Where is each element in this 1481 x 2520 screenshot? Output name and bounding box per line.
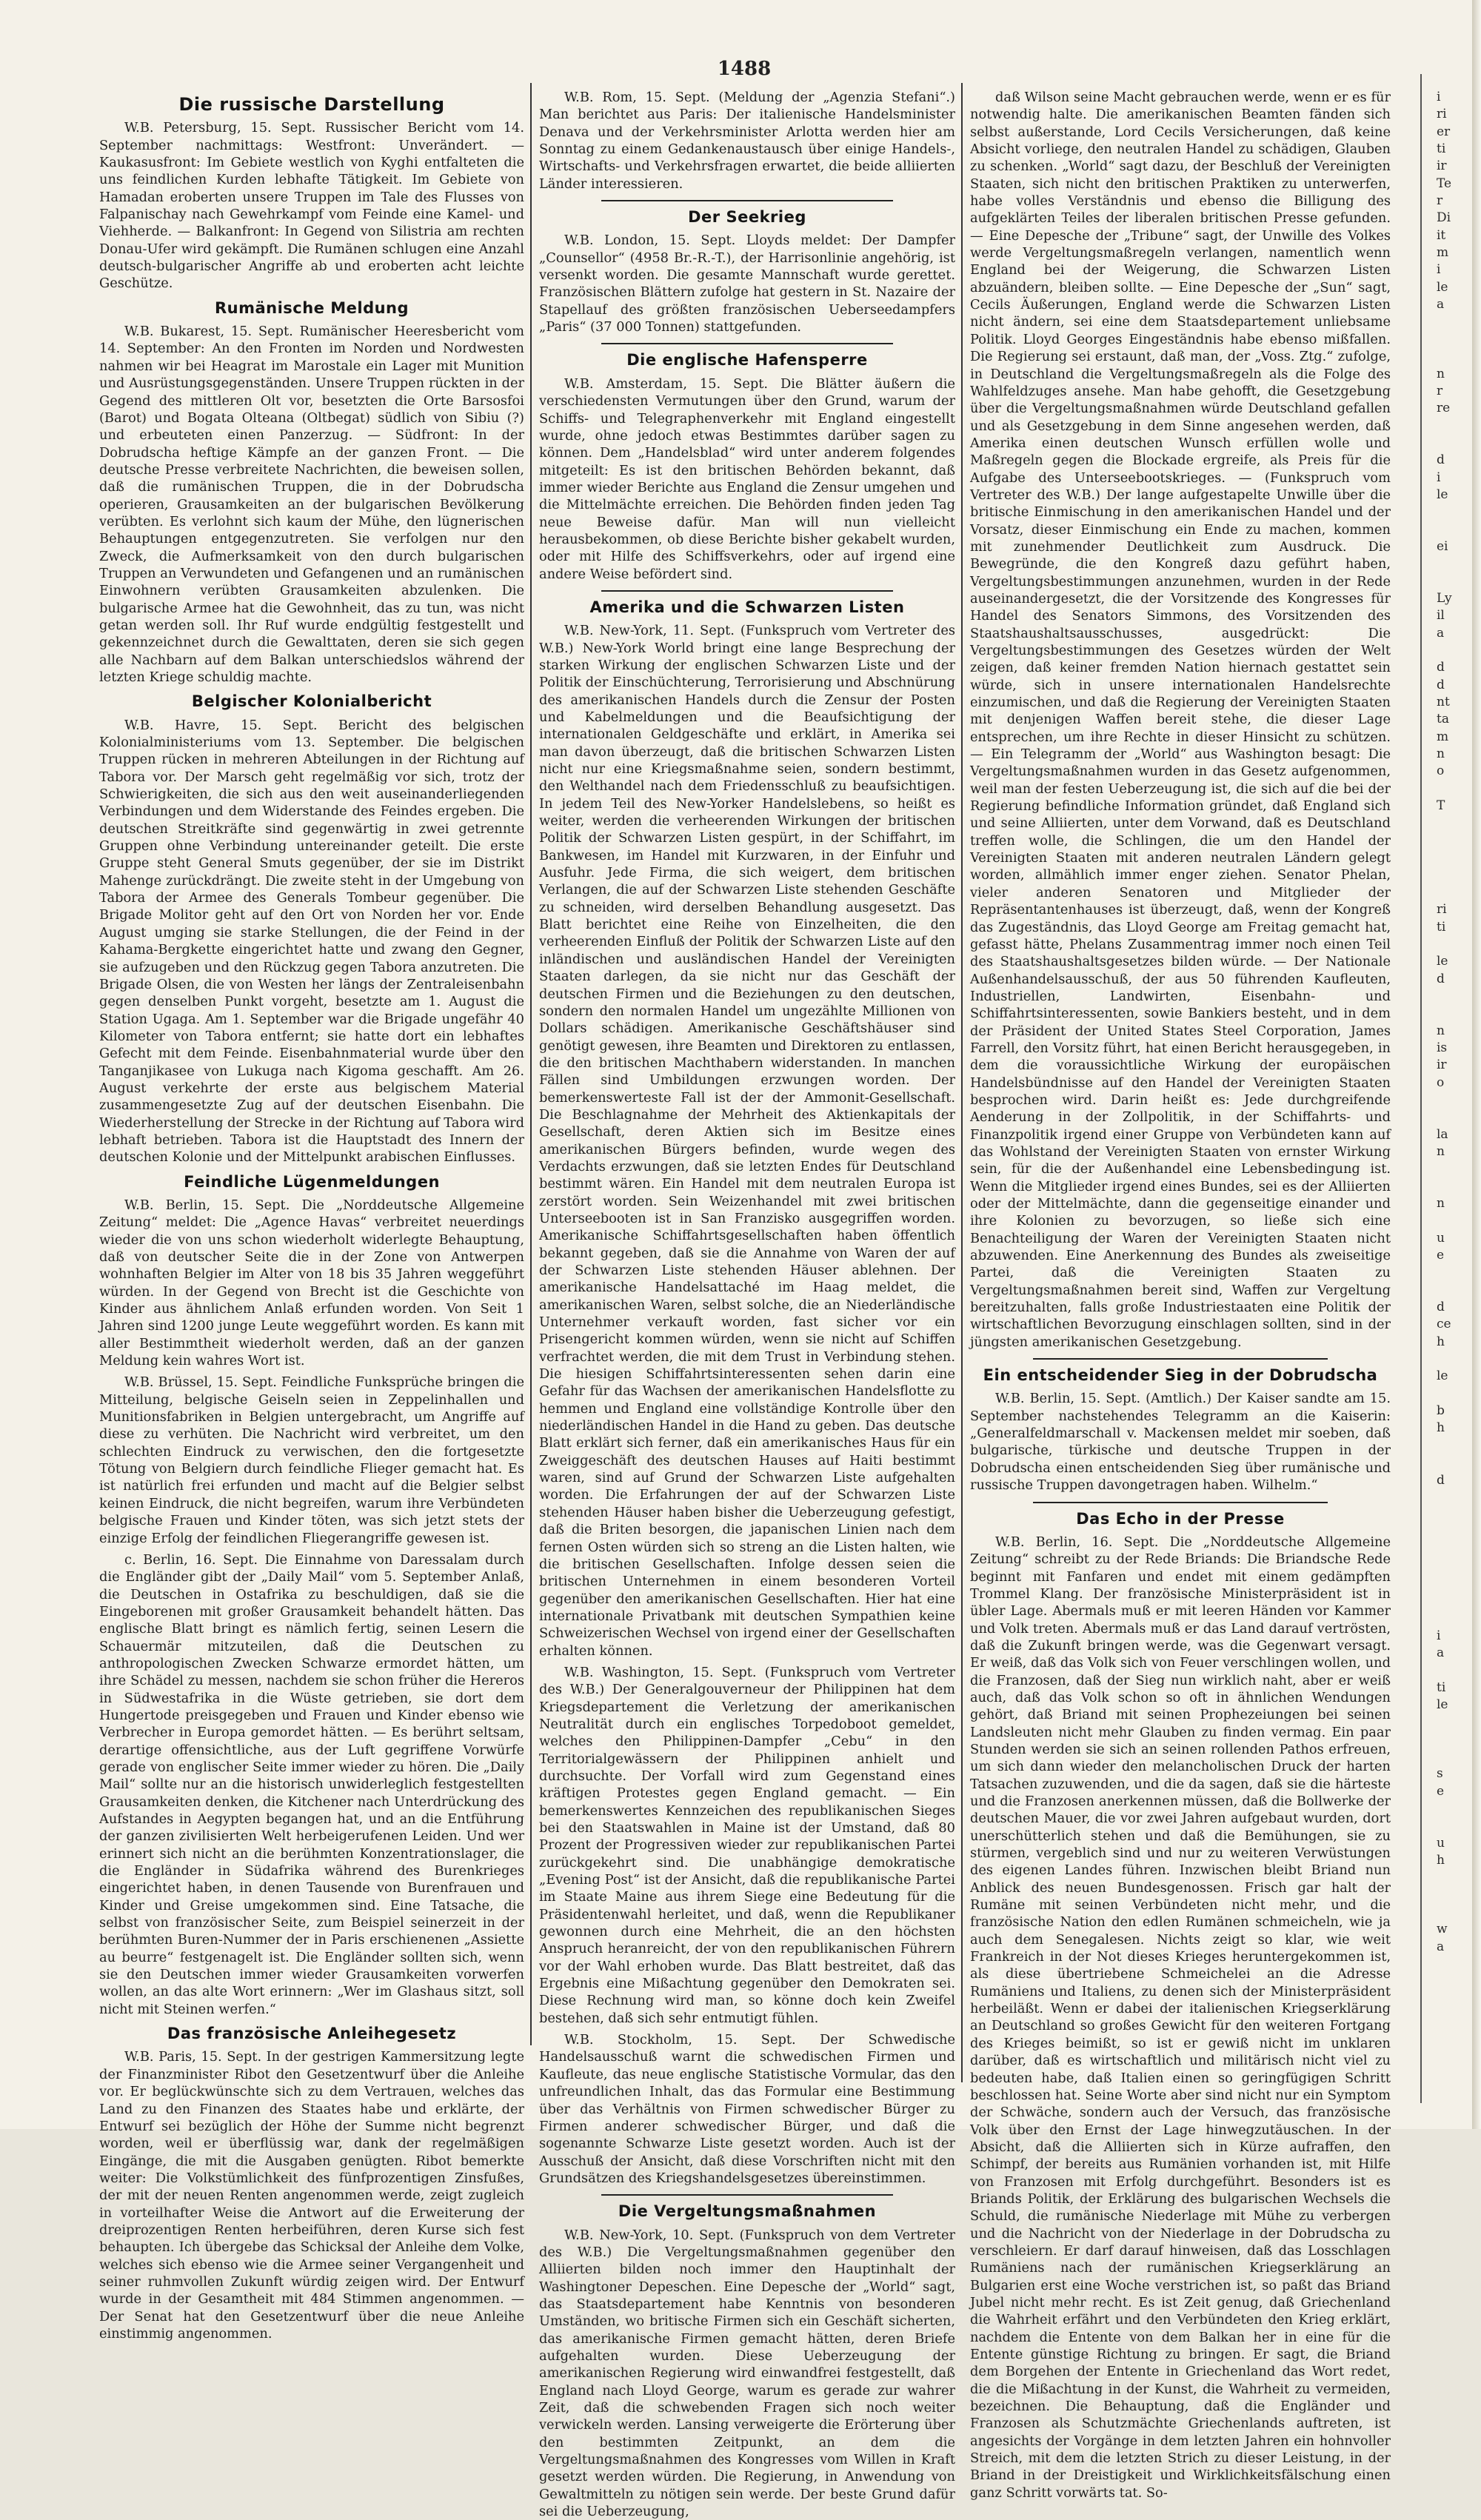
headline-vergeltungsmassnahmen: Die Vergeltungsmaßnahmen [618,2202,877,2221]
fragment-line: Ly [1437,590,1452,606]
fragment-line [1437,1576,1469,1593]
fragment-line: r [1437,193,1443,209]
fragment-line: Di [1437,210,1451,226]
headline-echo-in-der-presse: Das Echo in der Presse [1076,1509,1285,1528]
section-rule [601,2194,892,2196]
article-paragraph: W.B. Brüssel, 15. Sept. Feindliche Funksprüche bringen die Mitteilung, belgische Geiseln seien in Zeppelinhallen und Munitionsfabriken in Belgien untergebracht, um Angriffe auf diese zu verhüten. Die Nachricht wird verbreitet, um den schlechten Eindruck zu verwischen, den die fortgesetzte Tötung von Belgiern durch feindliche Flieger gemacht hat. Es ist natürlich frei erfunden und macht auf die Belgier selbst keinen Eindruck, die nicht begreifen, warum ihre Verbündeten belgische Frauen und Kinder töten, was sich jetzt stets der einzige Erfolg der feindlichen Fliegerangriffe gewesen ist. [99,1374,524,1546]
fragment-line [1437,1178,1469,1195]
headline-franzoesisches-anleihegesetz: Das französische Anleihegesetz [167,2025,457,2043]
headline-feindliche-luegenmeldungen: Feindliche Lügenmeldungen [184,1172,440,1191]
fragment-line: n [1437,366,1445,381]
fragment-line: h [1437,1853,1445,1868]
fragment-line: ta [1437,712,1449,727]
adjacent-page-fragment [1437,89,1469,2014]
fragment-line: d [1437,971,1445,986]
column-divider-1 [530,83,532,2045]
fragment-line: a [1437,1645,1445,1660]
fragment-line: ir [1437,158,1447,174]
page-number: 1488 [717,58,772,80]
fragment-line: le [1437,279,1448,295]
article-paragraph: W.B. Washington, 15. Sept. (Funkspruch vom Vertreter des W.B.) Der Generalgouverneur der Philippinen hat dem Kriegsdepartement die Verletzung der amerikanischen Neutralität durch ein englisches Torpedoboot gemeldet, welches den Philippinen-Dampfer „Cebu“ in den Territorialgewässern der Philippinen anhielt und durchsuchte. Der Vorfall wird zum Gegenstand eines kräftigen Protestes gegen England gemacht. — Ein bemerkenswertes Kennzeichen des republikanischen Sieges bei den Staatswahlen in Maine ist der Umstand, daß 80 Prozent der Progressiven wieder zur republikanischen Partei zurückgekehrt sind. Die unabhängige demokratische „Evening Post“ ist der Ansicht, daß die republikanische Partei im Staate Maine aus ihrem Siege eine Bedeutung für die Präsidentenwahl herleitet, und daß, wenn die Republikaner gewonnen durch eine Mehrheit, die an den höchsten Anspruch heranreicht, der von den republikanischen Führern vor der Wahl erhoben wurde. Das Blatt bestreitet, daß das Ergebnis eine Mißachtung gegenüber den Demokraten sei. Diese Rechnung wird man, so könne doch kein Zweifel bestehen, daß sich sehr entmutigt fühlen. [539,1664,955,2026]
fragment-line [1437,1264,1469,1281]
fragment-line [1437,1662,1469,1679]
section-rule [601,200,892,201]
fragment-line: le [1437,1697,1448,1712]
fragment-line [1437,1714,1469,1731]
fragment-line [1437,504,1469,521]
headline-belgischer-kolonialbericht: Belgischer Kolonialbericht [191,692,432,711]
fragment-line: il [1437,608,1445,624]
fragment-line: e [1437,1783,1445,1799]
fragment-line [1437,1817,1469,1834]
fragment-line [1437,521,1469,538]
fragment-line: w [1437,1922,1448,1937]
fragment-line: b [1437,1403,1445,1419]
article-paragraph: W.B. Berlin, 15. Sept. Die „Norddeutsche Allgemeine Zeitung“ meldet: Die „Agence Havas“ verbreitet neuerdings wieder die von uns schon wiederholt widerlegte Behauptung, daß von deutscher Seite die in der Zone von Antwerpen wohnhaften Belgier im Alter von 18 bis 35 Jahren weggeführt würden. In der Gegend von Brecht ist die Geschichte von Kinder aus ähnlichem Anlaß erfunden worden. Von Seit 1 Jahren sind 1200 junge Leute weggeführt worden. Es kann mit aller Bestimmtheit wiederholt werden, daß an der ganzen Meldung kein wahres Wort ist. [99,1197,524,1369]
column-1 [99,89,524,2342]
article-paragraph: daß Wilson seine Macht gebrauchen werde, wenn er es für notwendig halte. Die amerikanischen Beamten fänden sich selbst außerstande, Lord Cecils Versicherungen, daß keine Absicht vorliege, den neutralen Handel zu schädigen, Glauben zu schenken. „World“ sagt dazu, der Beschluß der Vereinigten Staaten, sich nicht den britischen Praktiken zu unterwerfen, habe volles Verständnis und ebenso die Billigung des aufgeklärten Teiles der liberalen britischen Presse gefunden. — Eine Depesche der „Tribune“ sagt, der Unwille des Volkes werde Vergeltungsmaßregeln verlangen, namentlich wenn England bei der Weigerung, die Schwarzen Listen abzuändern, bleiben sollte. — Eine Depesche der „Sun“ sagt, Cecils Äußerungen, England werde die Schwarzen Listen nicht ändern, sei eine dem Staatsdepartement unliebsame Politik. Lloyd Georges Eingeständnis habe ebenso mißfallen. Die Regierung sei erstaunt, daß man, der „Voss. Ztg.“ zufolge, in Deutschland die Vergeltungsmaßregeln als die Folge des Wahlfeldzuges ansehe. Man habe gehofft, die Gesetzgebung über die Vergeltungsmaßnahmen würde Deutschland gefallen und als Gesetzgebung in dem Sinne angesehen werden, daß Amerika einen deutschen Wunsch erfüllen wolle und Maßregeln gegen die Blockade ergreife, als Preis für die Aufgabe des Unterseebootskrieges. — (Funkspruch vom Vertreter des W.B.) Der lange aufgestapelte Unwille über die britische Einmischung in den amerikanischen Handel und der Vorsatz, dieser Einmischung ein Ende zu machen, kommen mit zunehmender Deutlichkeit zum Ausdruck. Die Bewegründe, die den Kongreß dazu geführt haben, Vergeltungsbestimmungen anzunehmen, wurden in der Rede auseinandergesetzt, die der Vorsitzende des Kongresses für Handel des Senators Simmons, des Vorsitzenden des Staatshaushaltsausschusses, ausgedrückt: Die Vergeltungsbestimmungen des Gesetzes würden der Welt zeigen, daß keiner fremden Nation hiernach gestattet sein würde, sich in unsere internationalen Handelsrechte einzumischen, und daß die Regierung der Vereinigten Staaten mit denjenigen Waffen bereit stehe, die dieser Lage entsprechen, um ihre Rechte in dieser Hinsicht zu schützen. — Ein Telegramm der „World“ aus Washington besagt: Die Vergeltungsmaßnahmen wurden in das Gesetz aufgenommen, weil man der festen Ueberzeugung ist, die sich auf die bei der Regierung befindliche Information gründet, daß England sich und seine Alliierten, unter dem Vorwand, daß es Deutschland treffen wolle, die Schlingen, die um den Handel der Vereinigten Staaten mit anderen neutralen Ländern gelegt worden, allmählich immer enger ziehen. Senator Phelan, vieler anderen Senatoren und Mitglieder der Repräsentantenhauses ist überzeugt, daß, wenn der Kongreß das Zugeständnis, das Lloyd George am Freitag gemacht hat, gefasst hätte, Phelans Zusammentrag immer noch einen Teil des Staatshaushaltsgesetzes bilden würde. — Der Nationale Außenhandelsausschuß, der aus 50 führenden Kaufleuten, Industriellen, Landwirten, Eisenbahn- und Schiffahrtsinteressenten, sowie Bankiers besteht, und in dem der Präsident der United States Steel Corporation, James Farrell, den Vorsitz führt, hat einen Bericht herausgegeben, in dem die voraussichtliche Wirkung der europäischen Handelsbündnisse auf den Handel der Vereinigten Staaten besprochen wird. Darin heißt es: Jede durchgreifende Aenderung in der Zollpolitik, in der Schiffahrts- und Finanzpolitik irgend einer Gruppe von Verbündeten kann auf das Wohlstand der Vereinigten Staaten von ernster Wirkung sein, für die der Außenhandel eine Lebensbedingung ist. Wenn die Mitglieder irgend eines Bundes, sei es der Alliierten oder der Mittelmächte, dann die gegenseitige einander und ihre Kolonien zu bevorzugen, so ließe sich eine Benachteiligung der Waren der Vereinigten Staaten nicht abzuwenden. Eine Anerkennung des Bundes als zweiseitige Partei, daß die Vereinigten Staaten zu Vergeltungsmaßnahmen bereit sind, Waffen zur Vergeltung bereitzuhalten, falls große Industriestaaten eine Politik der wirtschaftlichen Bevorzugung einschlagen sollten, sind in der jüngsten amerikanischen Gesetzgebung. [970,90,1391,1350]
fragment-line: i [1437,90,1441,104]
column-3 [970,89,1391,2501]
fragment-line [1437,1454,1469,1471]
fragment-line: u [1437,1835,1445,1851]
article-paragraph: c. Berlin, 16. Sept. Die Einnahme von Daressalam durch die Engländer gibt der „Daily Mail“ vom 5. September Anlaß, die Deutschen in Ostafrika zu beschuldigen, daß sie die Eingeborenen mit großer Grausamkeit behandelt hätten. Das englische Blatt bringt es nämlich fertig, seinen Lesern die Schauermär mitzuteilen, daß die Deutschen zu anthropologischen Zwecken Schwarze ermordet hätten, um ihre Schädel zu messen, nachdem sie schon früher die Hereros in Südwestafrika in die Wüste getrieben, sie dort dem Hungertode preisgegeben und Frauen und Kinder ebenso wie Verbrecher in Europa gemordet hätten. — Es berührt seltsam, derartige offensichtliche, aus der Luft gegriffene Vorwürfe gerade von englischer Seite immer wieder zu hören. Die „Daily Mail“ sollte nur an die historisch unwiderleglich festgestellten Grausamkeiten denken, die Kitchener nach Unterdrückung des Aufstandes in Aegypten begangen hat, und an die Entführung der ganzen zivilisierten Welt herbeigerufenen Leiden. Und wer erinnert sich nicht an die berühmten Konzentrationslager, die die Engländer in Südafrika während des Burenkrieges eingerichtet haben, in denen Tausende von Burenfrauen und Kinder und Greise umgekommen sind. Eine Tatsache, die selbst von französischer Seite, zum Beispiel seinerzeit in der berühmten Buren-Nummer der in Paris erschienenen „Assiette au beurre“ festgenagelt ist. Die Engländer sollten sich, wenn sie den Deutschen immer wieder Grausamkeiten vorwerfen wollen, an das alte Wort erinnern: „Wer im Glashaus sitzt, soll nicht mit Steinen werfen.“ [99,1551,524,2017]
fragment-line: a [1437,297,1445,313]
fragment-line [1437,1748,1469,1765]
section-rule [601,590,892,592]
fragment-line [1437,1800,1469,1817]
article-paragraph: W.B. Paris, 15. Sept. In der gestrigen Kammersitzung legte der Finanzminister Ribot den Gesetzentwurf über die Anleihe vor. Er beglückwünschte sich zu dem Vertrauen, welches das Land zu den Finanzen des Staates habe und erklärte, der Entwurf sei bezüglich der Höhe der Summe nicht begrenzt worden, weil er überflüssig war, dank der regelmäßigen Eingänge, die mit die Ausgaben genügten. Ribot bemerkte weiter: Die Volkstümlichkeit des fünfprozentigen Zinsfußes, der mit der neuen Renten angenommen werde, zeigt zugleich in vorteilhafter Weise die Antwort auf die Erweiterung der dreiprozentigen Renten herbeiführen, deren Kurse sich fest behaupten. Ich übergebe das Schicksal der Anleihe dem Volke, welches sich ebenso wie die Armee seiner Vergangenheit und seiner ruhmvollen Zukunft würdig zeigen wird. Der Entwurf wurde in der Gesamtheit mit 484 Stimmen angenommen. — Der Senat hat den Gesetzentwurf über die neue Anleihe einstimmig angenommen. [99,2049,524,2342]
article-paragraph: W.B. New-York, 10. Sept. (Funkspruch von dem Vertreter des W.B.) Die Vergeltungsmaßnahmen gegenüber den Alliierten bilden noch immer den Hauptinhalt der Washingtoner Depeschen. Eine Depesche der „World“ sagt, das Staatsdepartement habe Kenntnis von besonderen Umständen, wo britische Firmen sich ein Geschäft sicherten, das amerikanische Firmen gemacht hätten, deren Briefe aufgehalten wurden. Diese Ueberzeugung der amerikanischen Regierung wird einwandfrei festgestellt, daß England nach Lloyd George, warum es gerade zur wahrer Zeit, daß die schwebenden Fragen sich noch weiter verwickeln werden. Lansing verweigerte die Erörterung über den bestimmten Zeitpunkt, an dem die Vergeltungsmaßnahmen des Kongresses vom Willen in Kraft gesetzt werden würden. Die Regierung, in Anwendung von Gewaltmitteln zu nötigen sein werde. Der beste Grund dafür sei die Ueberzeugung, [539,2227,955,2520]
fragment-line: la [1437,1126,1448,1142]
fragment-line: is [1437,1040,1448,1055]
fragment-line: le [1437,1368,1448,1384]
fragment-line [1437,1092,1469,1109]
fragment-line [1437,1489,1469,1506]
headline-russische-darstellung: Die russische Darstellung [178,94,445,115]
headline-rumaenische-meldung: Rumänische Meldung [214,298,409,317]
article-paragraph: W.B. New-York, 11. Sept. (Funkspruch vom Vertreter des W.B.) New-York World bringt eine lange Besprechung der starken Wirkung der englischen Schwarzen Liste und der Politik der Einschüchterung, Terrorisierung und Abschnürung des amerikanischen Handels durch die Zensur der Posten und Kabelmeldungen und die Beaufsichtigung der internationalen Geldgeschäfte und erklärt, in Amerika sei man davon überzeugt, daß die britischen Schwarzen Listen nicht nur eine Kriegsmaßnahme seien, sondern bestimmt, den Welthandel nach dem Friedensschluß zu beaufsichtigen. In jedem Teil des New-Yorker Handelslebens, so heißt es weiter, werden die verheerenden Wirkungen der britischen Politik der Schwarzen Listen gespürt, in der Schiffahrt, im Bankwesen, im Handel mit Kurzwaren, in der Einfuhr und Ausfuhr. Jede Firma, die sich weigert, dem britischen Verlangen, die auf der Schwarzen Liste stehenden Geschäfte zu schneiden, wird derselben Behandlung ausgesetzt. Das Blatt berichtet eine Reihe von Einzelheiten, die den verheerenden Einfluß der Politik der Schwarzen Liste auf den inländischen und ausländischen Handel der Vereinigten Staaten darlegen, da sie nicht nur das Geschäft der deutschen Firmen und die Beziehungen zu den deutschen, sondern den normalen Handel um ungezählte Millionen von Dollars schädigen. Amerikanische Geschäftshäuser sind genötigt gewesen, ihre Beamten und Direktoren zu entlassen, die den britischen Machthabern widerstanden. In manchen Fällen sind Umbildungen erzwungen worden. Der bemerkenswerteste Fall ist der der Ammonit-Gesellschaft. Die Beschlagnahme der Mehrheit des Aktienkapitals der Gesellschaft, deren Aktien sich im Besitze eines amerikanischen Bürgers befinden, wurde wegen des Verdachts erzwungen, daß sie letzten Endes für Deutschland bestimmt wären. Ein Handel mit dem neutralen Europa ist zerstört worden. Sein Weizenhandel mit zwei britischen Unterseebooten ist in San Franzisko ausgegriffen worden. Amerikanische Schiffahrtsgesellschaften haben öffentlich bekannt gegeben, daß sie die Annahme von Waren der auf der Schwarzen Liste stehenden Häuser ablehnen. Der amerikanische Handelsattaché im Haag meldet, die amerikanischen Waren, selbst solche, die an Niederländische Unternehmer verkauft worden, fast sicher vor ein Prisengericht kommen würden, wenn sie nicht auf Schiffen verfrachtet werden, die mit dem Trust in Verbindung stehen. Die hiesigen Schiffahrtsinteressenten sehen darin eine Gefahr für das Wachsen der amerikanischen Handelsflotte zu hemmen und England eine vollständige Kontrolle über den niederländischen Handel in die Hand zu geben. Das deutsche Blatt erklärt sich ferner, daß ein amerikanisches Haus für ein Zweiggeschäft des deutschen Hauses auf Haiti bestimmt waren, sind auf Grund der Schwarzen Liste aufgehalten worden. Die Erfahrungen der auf der Schwarzen Liste stehenden Häuser haben bisher die Ueberzeugung gefestigt, daß die Briten besorgen, die japanischen Linien nach dem fernen Osten würden sich so streng an die Listen halten, wie die britischen Gesellschaften. Infolge dessen seien die britischen Unternehmen in einem besonderen Vorteil gegenüber den amerikanischen Gesellschaften. Hier hat eine internationale Privatbank mit deutschen Sympathien keine Schweizerischen Wechsel von irgend einer der Gesellschaften erhalten können. [539,623,955,1659]
article-paragraph: W.B. London, 15. Sept. Lloyds meldet: Der Dampfer „Counsellor“ (4958 Br.-R.-T.), der Harrisonlinie angehörig, ist versenkt worden. Die gesamte Mannschaft wurde gerettet. Französischen Blättern zufolge hat gestern in St. Nazaire der Stapellauf des größten französischen Ueberseedampfers „Paris“ (37 000 Tonnen) stattgefunden. [539,233,955,335]
fragment-line: i [1437,469,1441,485]
fragment-line [1437,1160,1469,1177]
fragment-line: le [1437,954,1448,969]
fragment-line: d [1437,1300,1445,1315]
article-paragraph: W.B. Berlin, 16. Sept. Die „Norddeutsche Allgemeine Zeitung“ schreibt zu der Rede Briands: Die Briandsche Rede beginnt mit Fanfaren und endet mit einem gedämpften Trommel Klang. Der französische Ministerpräsident ist in übler Lage. Abermals muß er mit leeren Händen vor Kammer und Volk treten. Abermals muß er das Land darauf vertrösten, daß die Zukunft bringen werde, was die Gegenwart versagt. Er weiß, daß das Volk sich von Feuer verschlingen wollen, und die Franzosen, daß der Sieg nun wirklich naht, aber er weiß auch, daß das Volk schon so oft in ähnlichen Wendungen gehört, daß Briand mit seinen Prophezeiungen bei seinen Landsleuten nicht mehr Glauben zu finden vermag. Ein paar Stunden werden sie sich an seinen rollenden Pathos erfreuen, um sich dann wieder den melancholischen Druck der harten Tatsachen zuzuwenden, und die da sagen, daß sie die härteste und die Franzosen anerkennen müssen, daß die Bollwerke der deutschen Mauer, die vor zwei Jahren aufgebaut wurden, dort unerschütterlich stehen und daß die Bemühungen, sie zu stürmen, vergeblich sind und nur zu weiteren Verwüstungen des eigenen Landes führen. Inzwischen bleibt Briand nun Anblick des neuen Bundesgenossen. Frisch gar halt der Rumäne mit seinen Verbündeten nicht mehr, und die französische Nation den edlen Rumänen schmeicheln, wie ja auch dem Senegalesen. Nichts zeigt so klar, wie weit Frankreich in der Not dieses Krieges heruntergekommen ist, als diese übertriebene Schmeichelei an die Adresse Rumäniens und Italiens, zu denen sich der Ministerpräsident herbeiläßt. Wenn er dabei der italienischen Kriegserklärung an Deutschland so großes Gewicht für den weiteren Fortgang des Krieges beimißt, so ist er gewiß nicht im unklaren darüber, daß es wirtschaftlich und militärisch nicht viel zu bedeuten habe, daß Italien einen so geringfügigen Schritt beschlossen hat. Seine Worte aber sind nicht nur ein Symptom der Schwäche, sondern auch der Versuch, das französische Volk über den Ernst der Lage hinwegzutäuschen. In der Absicht, daß die Alliierten sich in Kürze aufraffen, den Schimpf, der bereits aus Rumänien vorhanden ist, mit Hilfe von Franzosen mit Erfolg durchgeführt. Besonders ist es Briands Politik, der Erklärung des bulgarischen Wechsels die Schuld, die rumänische Niederlage mit Mühe zu verbergen und die Nachricht von der Niederlage in der Dobrudscha zu verschleiern. Er darf darauf hinweisen, daß das Losschlagen Rumäniens nach der rumänischen Kriegserklärung an Bulgarien erst eine Woche verstrichen ist, so paßt das Briand Jubel nicht mehr recht. Es ist Zeit genug, daß Griechenland die Wahrheit erfährt und den Verbündeten den Krieg erklärt, nachdem die Entente von dem Balkan her in eine für die Entente günstige Richtung zu bringen. Er sagt, die Briand dem Borgehen der Entente in Griechenland das Wort redet, die die Mißachtung in der Kunst, die Wahrheit zu vermeiden, bezeichnen. Die Behauptung, daß die Engländer und Franzosen als Schutzmächte Griechenlands auftreten, ist angesichts der Vorgänge in dem letzten Jahren ein hohnvoller Streich, mit dem die letzten Strich zu dieser Leistung, in der Briand in der Dreistigkeit und Wirklichkeitsfälschung einen ganz Schritt vorwärts tat. So- [970,1534,1391,2501]
fragment-line [1437,435,1469,452]
fragment-line [1437,1869,1469,1886]
fragment-line: d [1437,1472,1445,1488]
fragment-line [1437,1593,1469,1610]
fragment-line: d [1437,452,1445,468]
fragment-line [1437,1541,1469,1558]
fragment-line [1437,1558,1469,1575]
fragment-line: ei [1437,538,1448,554]
fragment-line: ti [1437,1680,1446,1695]
fragment-line [1437,1005,1469,1022]
fragment-line: m [1437,245,1449,261]
fragment-line [1437,348,1469,365]
fragment-line [1437,849,1469,866]
fragment-line [1437,884,1469,901]
fragment-line [1437,573,1469,590]
fragment-line [1437,1386,1469,1403]
fragment-line: re [1437,401,1451,416]
fragment-line: n [1437,1023,1445,1038]
fragment-line [1437,1904,1469,1921]
fragment-line: m [1437,729,1449,744]
fragment-line [1437,988,1469,1005]
fragment-line: le [1437,487,1448,502]
fragment-line: Te [1437,176,1452,191]
fragment-line: d [1437,660,1445,675]
headline-entscheidender-sieg: Ein entscheidender Sieg in der Dobrudscha [983,1366,1378,1385]
fragment-line: i [1437,262,1441,278]
fragment-line [1437,1109,1469,1126]
headline-englische-hafensperre: Die englische Hafensperre [626,351,868,370]
fragment-line [1437,832,1469,849]
fragment-line [1437,1887,1469,1904]
headline-seekrieg: Der Seekrieg [688,208,806,227]
fragment-line [1437,1437,1469,1454]
fragment-line [1437,555,1469,572]
fragment-line: ir [1437,1057,1447,1073]
fragment-line: e [1437,1248,1445,1263]
fragment-line [1437,1731,1469,1748]
fragment-line [1437,815,1469,832]
fragment-line: er [1437,124,1451,139]
fragment-line: a [1437,1939,1445,1954]
fragment-line: T [1437,798,1445,814]
fragment-line: u [1437,1230,1445,1246]
section-rule [601,343,892,344]
fragment-line [1437,1506,1469,1523]
fragment-line: a [1437,625,1445,641]
article-paragraph: W.B. Berlin, 15. Sept. (Amtlich.) Der Kaiser sandte am 15. September nachstehendes Telegramm an die Kaiserin: „Generalfeldmarschall v. Mackensen meldet mir soeben, daß bulgarische, türkische und deutsche Truppen in der Dobrudscha einen entscheidenden Sieg über rumänische und russische Truppen davongetragen haben. Wilhelm.“ [970,1391,1391,1494]
fragment-line: h [1437,1334,1445,1349]
section-rule [1033,1502,1328,1503]
fragment-line [1437,1524,1469,1541]
scan-edge [1472,0,1481,2129]
fragment-line [1437,418,1469,435]
fragment-line: n [1437,746,1445,762]
article-paragraph: W.B. Bukarest, 15. Sept. Rumänischer Heeresbericht vom 14. September: An den Fronten im Norden und Nordwesten nahmen wir bei Heagrat im Marostale ein Lager mit Munition und Ausrüstungsgegenständen. Unsere Truppen rückten in der Gegend des mittleren Olt vor, besetzten die Orte Barsosfoi (Barot) und Bogata Olteana (Oltbegat) südlich von Sibiu (?) und erbeuteten einen Panzerzug. — Südfront: In der Dobrudscha heftige Kämpfe an der ganzen Front. — Die deutsche Presse verbreitete Nachrichten, die beweisen sollen, daß die rumänischen Truppen, die in der Dobrudscha operieren, Grausamkeiten an der bulgarischen Bevölkerung verübten. Es verlohnt sich kaum der Mühe, den lügnerischen Behauptungen entgegenzutreten. Sie verfolgen nur den Zweck, die Aufmerksamkeit von den durch bulgarischen Truppen an Verwundeten und Gefangenen und an rumänischen Einwohnern verübten Grausamkeiten abzulenken. Die bulgarische Armee hat die Gewohnheit, das zu tun, was nicht getan werden soll. Ihr Ruf wurde endgültig festgestellt und gekennzeichnet durch die Gewalttaten, deren sie sich gegen alle Nachbarn auf dem Balkan unterschiedslos während der letzten Kriege schuldig machte. [99,324,524,685]
fragment-line [1437,866,1469,883]
fragment-line [1437,313,1469,330]
article-paragraph: W.B. Amsterdam, 15. Sept. Die Blätter äußern die verschiedensten Vermutungen über den Grund, warum der Schiffs- und Telegraphenverkehr mit England eingestellt wurde, ohne jedoch etwas Bestimmtes darüber sagen zu können. Dem „Handelsblad“ wird unter anderem folgendes mitgeteilt: Es ist den britischen Behörden bekannt, daß immer wieder Berichte aus England die Zensur umgehen und die Mittelmächte erreichen. Die Behörden finden jeden Tag neue Beweise dafür. Man will nun vielleicht herausbekommen, ob diese Berichte bisher gekabelt wurden, oder mit Hilfe des Schiffsverkehrs, oder auf irgend eine andere Weise befördert sind. [539,375,955,582]
article-paragraph: W.B. Havre, 15. Sept. Bericht des belgischen Kolonialministeriums vom 13. September. Die belgischen Truppen rücken in mehreren Abteilungen in der Richtung auf Tabora vor. Der Marsch geht regelmäßig vor sich, trotz der Schwierigkeiten, die sich aus den weit auseinanderliegenden Verbindungen und dem Widerstande des Feindes ergeben. Die deutschen Streitkräfte sind gegenwärtig in zwei getrennte Gruppen ohne Verbindung untereinander geteilt. Die erste Gruppe steht General Smuts gegenüber, der sie im Distrikt Mahenge zurückdrängt. Die zweite steht in der Umgebung von Tabora der Armee des Generals Tombeur gegenüber. Die Brigade Molitor geht auf den Ort von Norden her vor. Ende August umging sie starke Stellungen, die der Feind in der Kahama-Bergkette eingerichtet hatte und zwang den Gegner, sie aufzugeben und den Rückzug gegen Tabora anzutreten. Die Brigade Olsen, die von Westen her längs der Zentraleisenbahn gegen denselben Punkt vorgeht, besetzte am 1. August die Station Ugaga. Am 1. September war die Brigade ungefähr 40 Kilometer von Tabora entfernt; sie hatte dort ein lebhaftes Gefecht mit dem Feinde. Eisenbahnmaterial wurde über den Tanganjikasee von Lukuga nach Kigoma geschafft. Am 26. August verkehrte der erste aus belgischem Material zusammengesetzte Zug auf der deutschen Eisenbahn. Die Wiederherstellung der Strecke in der Richtung auf Tabora wird lebhaft betrieben. Tabora ist die Hauptstadt des Innern der deutschen Kolonie und der Mittelpunkt arabischen Einflusses. [99,717,524,1166]
column-2 [539,89,955,2520]
section-rule [1033,1358,1328,1360]
fragment-line: nt [1437,695,1450,710]
article-paragraph: W.B. Petersburg, 15. Sept. Russischer Bericht vom 14. September nachmittags: Westfront: Unverändert. — Kaukasusfront: Im Gebiete westlich von Kyghi entfalteten die uns feindlichen Kurden lebhafte Tätigkeit. Im Gebiete von Hamadan eroberten unsere Truppen im Tale des Flusses von Falpanischay nach Gewehrkampf vom Feinde eine Kamel- und Viehherde. — Balkanfront: In Gegend von Silistria am rechten Donau-Ufer wird gekämpft. Die Rumänen schlugen eine Anzahl deutsch-bulgarischer Angriffe ab und eroberten acht leichte Geschütze. [99,120,524,292]
fragment-line: s [1437,1766,1443,1782]
fragment-line: o [1437,763,1445,779]
fragment-line: i [1437,1628,1441,1643]
fragment-line: r [1437,383,1443,398]
fragment-line: n [1437,1196,1445,1211]
fragment-line [1437,1212,1469,1229]
fragment-line: it [1437,227,1446,243]
article-paragraph: W.B. Stockholm, 15. Sept. Der Schwedische Handelsausschuß warnt die schwedischen Firmen und Kaufleute, das neue englische Statistische Vormular, das den unfreundlichen Inhalt, das das Formular eine Bestimmung über das Verhältnis von Firmen schwedischer Bürger zu Firmen anderer schwedischer Bürger, und daß die sogenannte Schwarze Liste gesetzt worden. Auch ist der Ausschuß der Ansicht, daß diese Vorschriften nicht mit den Grundsätzen des Kriegshandelsgesetzes übereinstimmen. [539,2032,955,2186]
fragment-line [1437,642,1469,659]
column-divider-2 [961,83,963,2082]
fragment-line: ri [1437,107,1447,122]
fragment-line [1437,331,1469,348]
fragment-line [1437,936,1469,953]
fragment-line: ti [1437,141,1446,157]
fragment-line: o [1437,1074,1445,1090]
fragment-line: n [1437,1143,1445,1159]
fragment-line: ti [1437,919,1446,935]
fragment-line [1437,1282,1469,1299]
fragment-line: d [1437,677,1445,692]
article-paragraph: W.B. Rom, 15. Sept. (Meldung der „Agenzia Stefani“.) Man berichtet aus Paris: Der italienische Handelsminister Denava und der Verkehrsminister Arlotta werden hier am Sonntag zu einem Gedankenaustausch über einige Handels-, Wirtschafts- und Verkehrsfragen erwartet, die beide alliierten Länder interessieren. [539,90,955,192]
headline-amerika-schwarze-listen: Amerika und die Schwarzen Listen [589,598,905,616]
fragment-line [1437,781,1469,798]
fragment-line [1437,1610,1469,1627]
fragment-line: h [1437,1420,1445,1436]
fragment-line: ri [1437,902,1447,918]
fragment-line: ce [1437,1317,1451,1332]
fragment-line [1437,1351,1469,1368]
column-divider-3 [1420,74,1422,2103]
